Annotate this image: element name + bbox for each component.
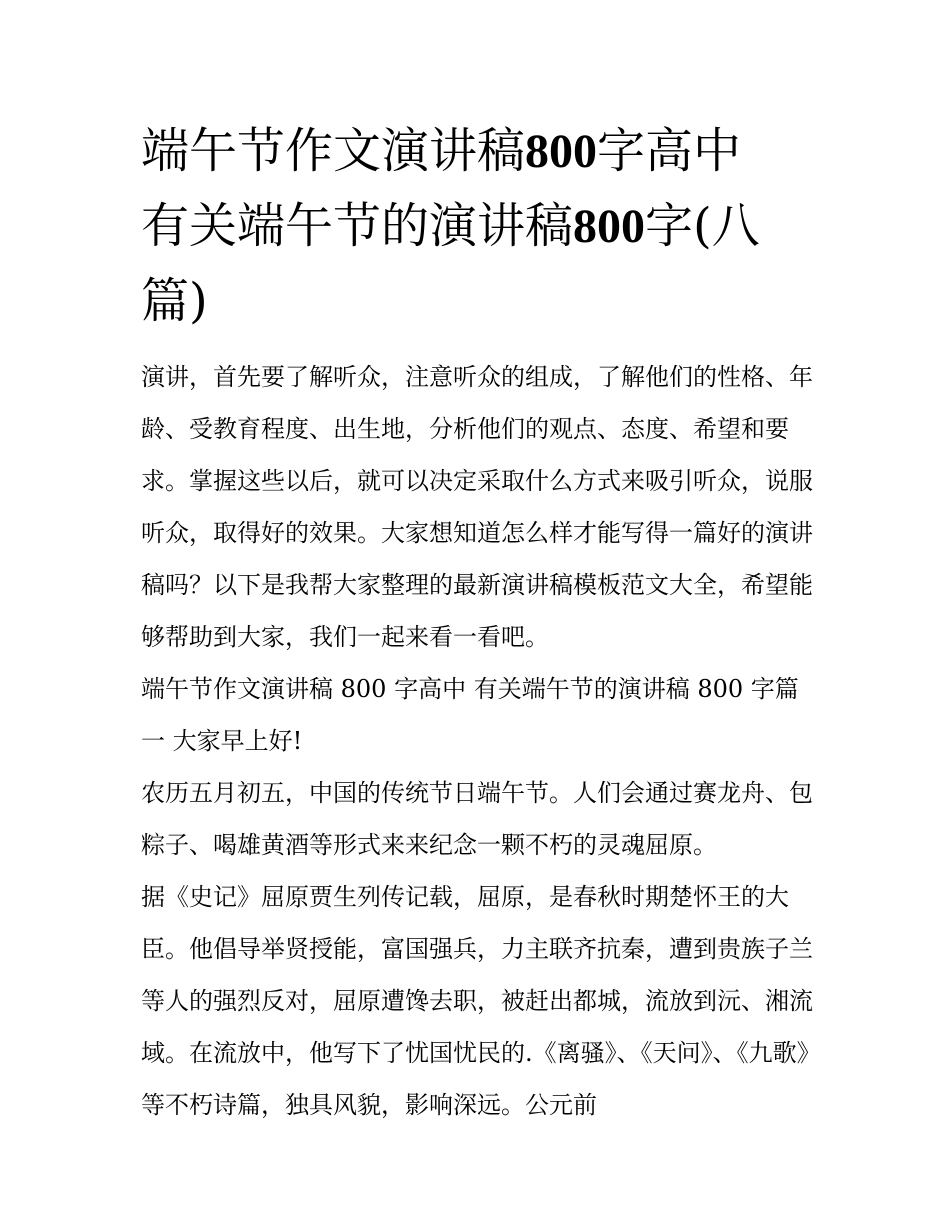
document-content	[141, 114, 821, 1131]
intro-paragraph: 演讲，首先要了解听众，注意听众的组成，了解他们的性格、年龄、受教育程度、出生地，分析他们的观点、态度、希望和要求。掌握这些以后，就可以决定采取什么方式来吸引听众，说服听众，取得好的效果。大家想知道怎么样才能写得一篇好的演讲稿吗？以下是我帮大家整理的最新演讲稿模板范文大全，希望能够帮助到大家，我们一起来看一看吧。	[141, 363, 813, 651]
festival-paragraph: 农历五月初五，中国的传统节日端午节。人们会通过赛龙舟、包粽子、喝雄黄酒等形式来来纪念一颗不朽的灵魂屈原。	[141, 779, 813, 859]
title-line2-text: 有关端午节的演讲稿	[141, 198, 574, 254]
history-paragraph: 据《史记》屈原贾生列传记载，屈原，是春秋时期楚怀王的大臣。他倡导举贤授能，富国强兵，力主联齐抗秦，遭到贵族子兰等人的强烈反对，屈原遭馋去职，被赶出都城，流放到沅、湘流域。在流放中，他写下了忧国忧民的.《离骚》、《天问》、《九歌》等不朽诗篇，独具风貌，影响深远。公元前	[141, 883, 821, 1119]
section-heading-paragraph: 端午节作文演讲稿 800 字高中 有关端午节的演讲稿 800 字篇一 大家早上好!	[141, 675, 799, 755]
document-body	[141, 351, 821, 1131]
title-line3-text: 篇)	[141, 273, 208, 329]
title-line1-suffix: 字高中	[597, 123, 742, 179]
title-line2-suffix: 字(八	[645, 198, 760, 254]
title-line1-number: 800	[525, 125, 598, 178]
document-title	[141, 114, 821, 338]
title-line2-number: 800	[573, 200, 646, 253]
title-line1-text: 端午节作文演讲稿	[141, 123, 526, 179]
